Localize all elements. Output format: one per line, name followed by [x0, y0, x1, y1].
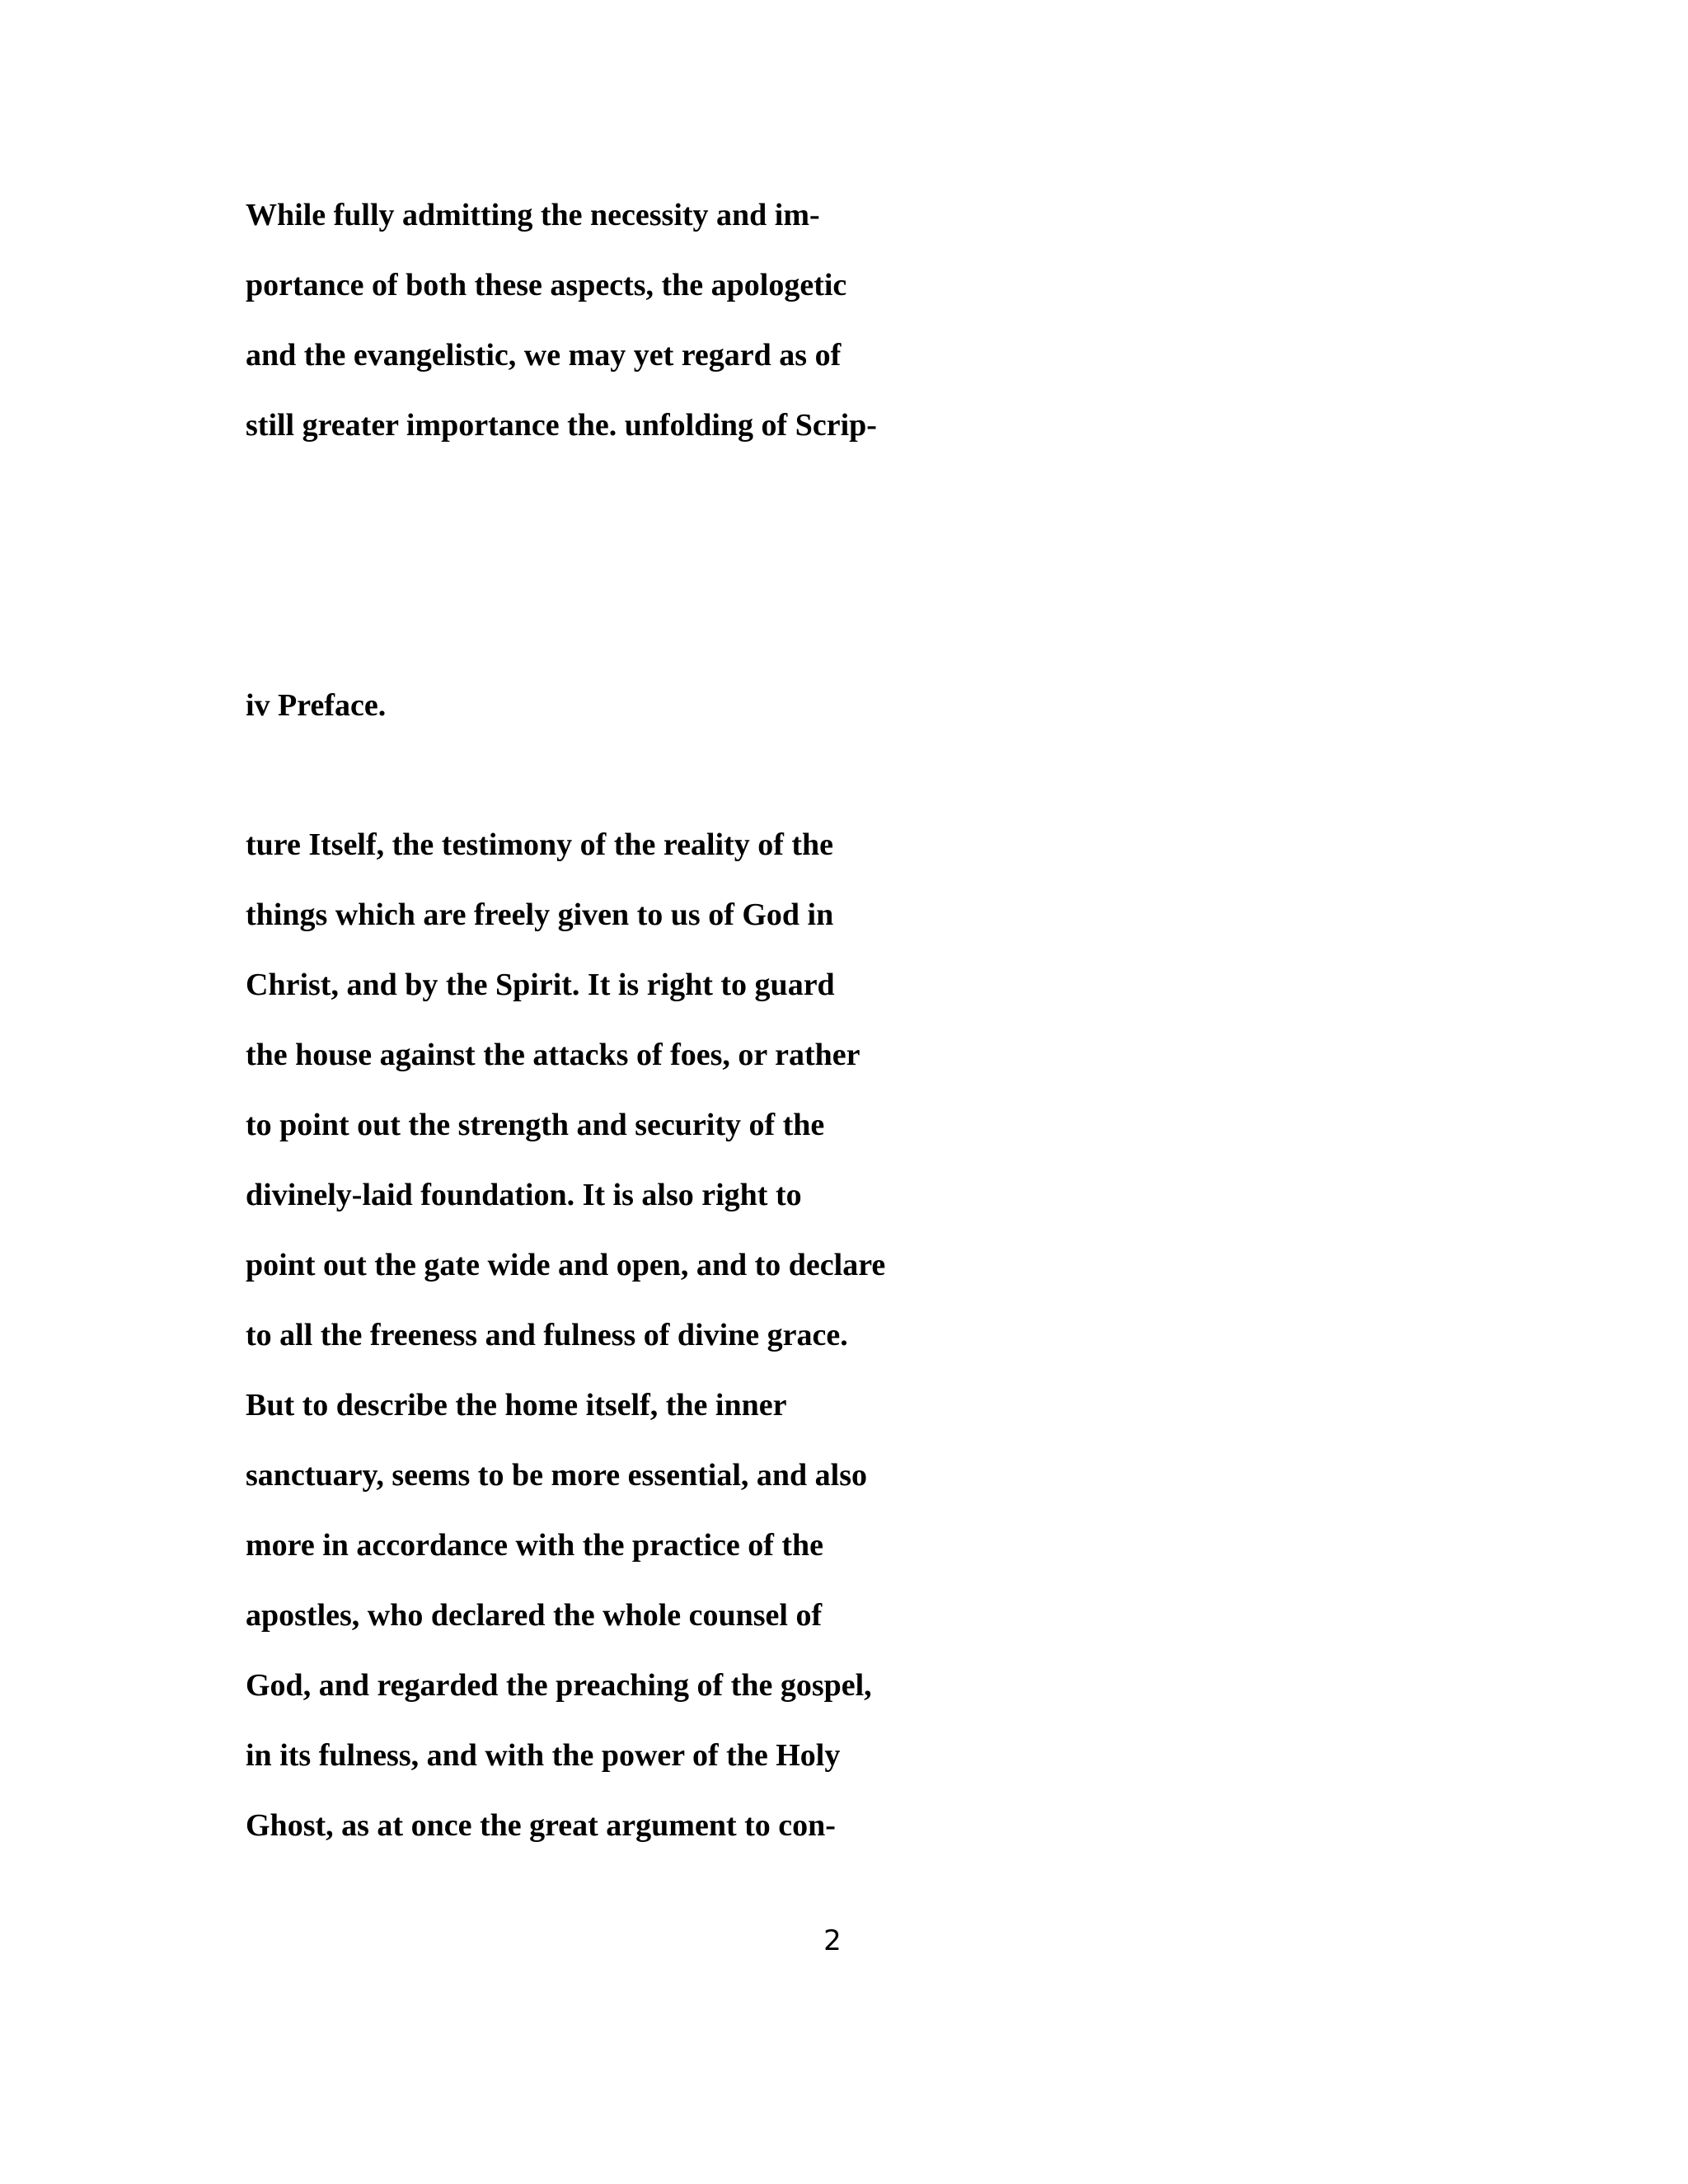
text-line: things which are freely given to us of God in: [246, 898, 834, 932]
text-line: more in accordance with the practice of the: [246, 1528, 824, 1563]
text-line: point out the gate wide and open, and to declare: [246, 1248, 886, 1282]
text-line: in its fulness, and with the power of the Holy: [246, 1738, 841, 1773]
text-line: portance of both these aspects, the apologetic: [246, 268, 847, 302]
text-line: to all the freeness and fulness of divine grace.: [246, 1318, 848, 1352]
text-line: Ghost, as at once the great argument to con-: [246, 1808, 836, 1843]
text-line: the house against the attacks of foes, or rather: [246, 1038, 860, 1072]
text-line: and the evangelistic, we may yet regard as of: [246, 338, 842, 373]
text-line: Christ, and by the Spirit. It is right to guard: [246, 968, 835, 1002]
text-line: While fully admitting the necessity and im-: [246, 198, 820, 232]
text-line: divinely-laid foundation. It is also right to: [246, 1178, 802, 1212]
page-number: 2: [823, 1924, 842, 1957]
text-line: God, and regarded the preaching of the gospel,: [246, 1668, 872, 1703]
text-line: sanctuary, seems to be more essential, and also: [246, 1458, 867, 1493]
text-line: still greater importance the. unfolding of Scrip-: [246, 408, 877, 443]
text-line: ture Itself, the testimony of the reality of the: [246, 827, 834, 862]
text-line: to point out the strength and security of the: [246, 1108, 825, 1142]
running-header: iv Preface.: [246, 688, 387, 723]
text-line: apostles, who declared the whole counsel of: [246, 1598, 823, 1633]
text-line: But to describe the home itself, the inner: [246, 1388, 787, 1422]
